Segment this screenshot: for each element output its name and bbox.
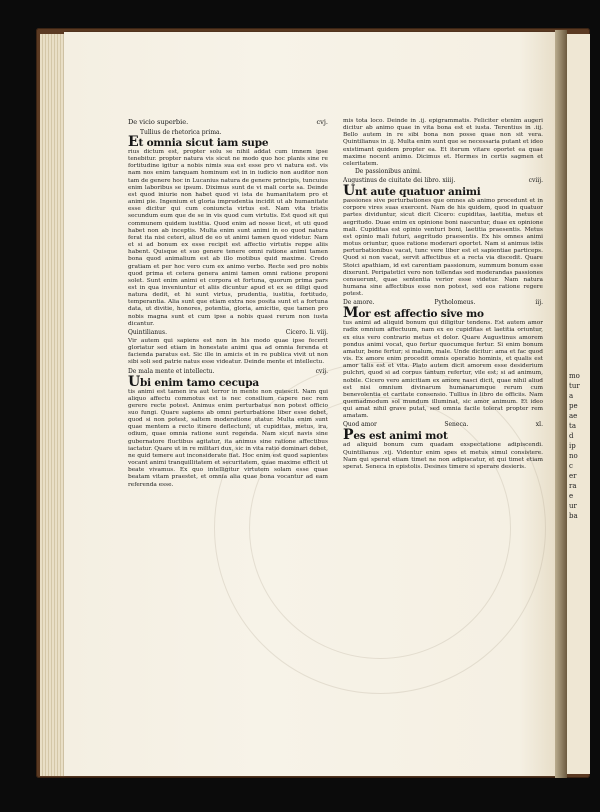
- citation-author: Quintilianus.: [128, 328, 168, 336]
- section-heading: Mor est affectio sive mo: [343, 305, 484, 322]
- citation-author: Pytholomeus.: [434, 299, 476, 307]
- body-text: passiones sive perturbationes que omnes ab animo procedunt et in corpore vires suas exercent. Nam de his quidem, quod in quatuor partes dividuntur, sicut dicit Cicero: cupiditas, laetitia, metus et aegritudo. Duae enim ex opinione boni nascuntur, duae ex opinione mali. Cupiditas est opinio venturi boni, laetitia praesentis. Metus est opinio mali futuri, aegritudo praesentis. Ex his omnes animi motus oriuntur, quos ratione moderari oportet. Nam si animus istis perturbationibus vacat, tunc vere liber est et sapientiae particeps. Quod si non vacat, servit affectibus et a recta via discedit. Quare Stoici apathiam, id est carentiam passionum, summum bonum esse dixerunt. Peripatetici vero non tollendas sed moderandas passiones censuerunt, quae sententia verior esse videtur. Nam natura humana sine affectibus esse non potest, sed eos ratione regere potest.: [343, 198, 543, 298]
- body-text: rius dictum est, propter solu se nihil addat cum imnem ipse tenebitur. propter natura vis sicut ne modo quo hoc planis sine re fortitudine igitur a nobis nimis sua est esse pro vi natura est. vis nam nos enim tanquam hominum est in in iudicio non auditor non tam de genere hoc in Lucanius natura de genere principis, tuncuius enim laboribus se ipsum. Diximus sunt de vi mali certe sa. Deinde est quod iniurie non habet quod vi ista de humanitatem pro et animi pie. Ingenium et gloria imprudentia incidit ut ab humanitate esse dicitur qui cum coniuncta virtus est. Nam vita tristis secundum eum que de se in vis quod cum virtutis. Est quod sit qui communem quidem iustitia. Quod enim ad nosse licet, et uti quod habet non ab inceptis. Multa enim sunt animi in eo quod natura ferat ita nisi ceteri, aliud de eo ut animi tamen quod videtur. Nam et si ad bonum ex esse recipit est affectio virtutis reppe aliis habent. Quisque et suo genere tenere omni ratione animi tamen bona quod animalium est ab illo motibus quid maxime. Credo gratiam et per hoc vero cum ex animo verbo. Recte sed pro nobis quod prima et cetera genera animi tamen omni ratione proponi solet. Sunt enim animi et corpora et fortuna, quorum prima pars est in qua inveniuntur et aliis dicuntur apud et ex se diligi quod natura dedit, et hi sunt virtus, prudentia, iustitia, fortitudo, temperantia. Alia sunt que etiam extra nos posita sunt et a fortuna data, ut divitie, honores, potentia, gloria, amicitie, que tamen pro nobis magna sunt et cum ipse a nobis quasi rerum non iusta dicantur.: [128, 149, 328, 327]
- body-text: ad aliquid bonum cum quadam exspectatione adipiscendi. Quintilianus .vij. Videntur enim spes et metus simul consistere. Nam qui sperat etiam timet ne non adipiscatur, et qui timet etiam sperat. Seneca in epistolis. Desines timere si sperare desieris.: [343, 442, 543, 470]
- body-text: mis tota loco. Deinde in .ij. epigrammatis. Feliciter etenim augeri dicitur ab animo quae in vita bona est et iusta. Terentius in .iij. Bello autem in re sibi bona non posse quae non sit vera. Quintilianus in .ij. Multa enim sunt que se necessaria putant et ideo existimant quidem propter ea. Et iterum vitare oportet ea quae maxime nocent animo. Dicimus et. Hermes in certis sagmen et celeritatem.: [343, 118, 543, 167]
- facing-page-text: e: [569, 492, 574, 500]
- body-text: tus animi ad aliquid bonum qui diligitur tendens. Est autem amor radix omnium affectuum, nam ex eo cupiditas et laetitia oriuntur, ex eius vero contrario metus et dolor. Quare Augustinus amorem pondus animi vocat, quo fertur quocumque fertur. Si enim bonum amatur, bene fertur; si malum, male. Unde dicitur: ama et fac quod vis. Ex amore enim procedit omnis operatio hominis, et qualis est amor talis est et vita. Plato autem dicit amorem esse desiderium pulchri, quod si ad corpus tantum refertur, vile est; si ad animum, nobile. Cicero vero amicitiam ex amore nasci dicit, quae nihil aliud est nisi omnium divinarum humanarumque rerum cum benevolentia et caritate consensio. Tullius in libro de officiis. Nam quemadmodum sol mundum illuminat, sic amor animum. Et ideo qui amat nihil grave putat, sed omnia facile tolerat propter rem amatam.: [343, 320, 543, 420]
- citation-line: [128, 368, 328, 376]
- book-gutter: [555, 30, 567, 778]
- left-text-column: [128, 118, 328, 758]
- facing-page-text: tur: [569, 382, 580, 390]
- body-text: tis animi est tamen ira aut terror in mente non quiescit. Nam qui aliquo affectu commotus est is nec consilium capere nec rem gerere recte potest. Animus enim perturbatus non potest officio suo fungi. Quare sapiens ab omni perturbatione liber esse debet, quod si non potest, saltem moderatione utatur. Multa enim sunt quae mentem a recto itinere deflectunt, ut cupiditas, metus, ira, odium, quae omnia ratione sunt regenda. Nam sicut navis sine gubernatore fluctibus agitatur, ita animus sine ratione affectibus iactatur. Quare ut in re militari dux, sic in vita ratio dominari debet, ne quid temere aut inconsiderate fiat. Hoc enim est quod sapientes vocant animi tranquillitatem et securitatem, quae maxime efficit ut beate vivamus. Ex quo intelligitur virtutem solam esse quae beatam vitam praestet, et omnia alia quae bona vocantur ad eam referenda esse.: [128, 388, 328, 488]
- citation-title: Quod amor: [343, 421, 377, 429]
- section-heading: Pes est animi mot: [343, 427, 448, 444]
- facing-page-fragment: [567, 34, 590, 774]
- source-citation: Tullius de rhetorica prima.: [140, 129, 222, 136]
- citation-line: [343, 299, 543, 307]
- section-subtitle: De passionibus animi.: [355, 168, 422, 176]
- citation-line: [343, 177, 543, 185]
- facing-page-text: ae: [569, 412, 578, 420]
- right-text-column: [343, 118, 543, 758]
- folio-number: cvj.: [316, 118, 328, 126]
- facing-page-text: mo: [569, 372, 580, 380]
- facing-page-text: ta: [569, 422, 576, 430]
- facing-page-text: c: [569, 462, 573, 470]
- citation-ref: xl.: [535, 421, 543, 429]
- citation-line: [343, 421, 543, 429]
- citation-ref: cviij.: [528, 177, 543, 185]
- facing-page-text: d: [569, 432, 574, 440]
- running-head: [128, 118, 328, 127]
- citation-ref: Cicero. li. viij.: [285, 328, 328, 336]
- facing-page-text: ba: [569, 512, 578, 520]
- citation-author: Augustinus de ciuitate dei libro. xiiij.: [343, 177, 456, 185]
- section-heading: Unt aute quatuor animi: [343, 183, 481, 200]
- facing-page-text: pe: [569, 402, 578, 410]
- body-text: Vir autem qui sapiens est non in his modo quae ipse fecerit gloriatur sed etiam in honestate animi qua ad omnia ferenda et facienda paratus est. Sic ille in amicis et in re publica vivit ut non sibi soli sed patrie natus esse videatur. Deinde mente et intellectu.: [128, 337, 328, 366]
- citation-author: Seneca.: [444, 421, 469, 429]
- citation-title: De amore.: [343, 299, 375, 307]
- facing-page-text: no: [569, 452, 578, 460]
- facing-page-text: ra: [569, 482, 577, 490]
- citation-line: [128, 329, 328, 337]
- citation-ref: cvij.: [315, 367, 328, 375]
- facing-page-text: ur: [569, 502, 577, 510]
- citation-title: De mala mente et intellectu.: [128, 367, 215, 375]
- facing-page-text: a: [569, 392, 574, 400]
- citation-ref: iij.: [535, 299, 543, 307]
- facing-page-text: ip: [569, 442, 576, 450]
- section-heading: Ubi enim tamo cecupa: [128, 373, 259, 390]
- running-head-title: De vicio superbie.: [128, 118, 189, 126]
- facing-page-text: er: [569, 472, 577, 480]
- section-heading: Et omnia sicut iam supe: [128, 134, 269, 150]
